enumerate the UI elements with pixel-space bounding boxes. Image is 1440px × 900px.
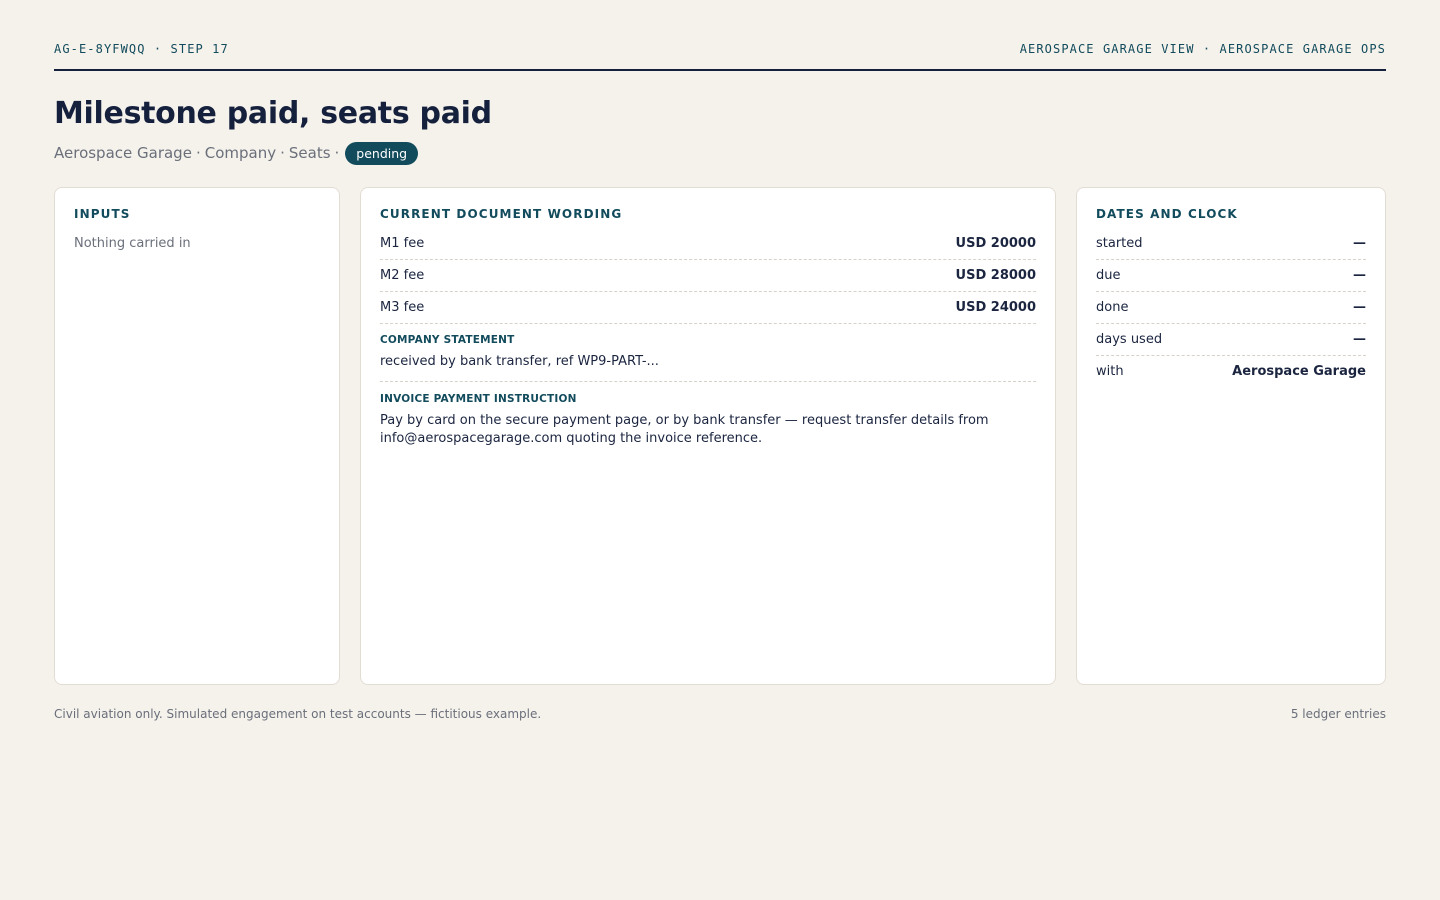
breadcrumb-org: Aerospace Garage [54, 144, 192, 162]
company-statement [380, 332, 1036, 382]
fee-label: M3 fee [380, 300, 425, 315]
date-row-due [1096, 268, 1366, 292]
company-statement-label: COMPANY STATEMENT [380, 334, 515, 346]
date-label: due [1096, 268, 1121, 283]
fee-row-m3 [380, 300, 1036, 324]
breadcrumb [54, 140, 418, 166]
document-wording-heading: CURRENT DOCUMENT WORDING [380, 207, 623, 221]
date-label: with [1096, 364, 1124, 379]
date-row-days-used [1096, 332, 1366, 356]
date-value: Aerospace Garage [1232, 364, 1366, 379]
page-title: Milestone paid, seats paid [54, 96, 492, 131]
fee-label: M1 fee [380, 236, 425, 251]
dates-panel [1076, 187, 1386, 685]
invoice-payment-instruction [380, 391, 1036, 458]
fee-label: M2 fee [380, 268, 425, 283]
company-statement-text: received by bank transfer, ref WP9-PART-... [380, 354, 659, 369]
breadcrumb-separator: · [334, 144, 340, 162]
fee-row-m1 [380, 236, 1036, 260]
fee-value: USD 24000 [955, 300, 1036, 315]
ledger-count: 5 ledger entries [1290, 707, 1386, 721]
status-badge: pending [345, 142, 418, 165]
breadcrumb-separator: · [280, 144, 285, 162]
fee-row-m2 [380, 268, 1036, 292]
date-value: — [1353, 300, 1366, 315]
inputs-panel [54, 187, 340, 685]
inputs-empty-text: Nothing carried in [74, 236, 191, 251]
footer-note: Civil aviation only. Simulated engagement on test accounts — fictitious example. [54, 707, 542, 721]
date-value: — [1353, 332, 1366, 347]
dates-heading: DATES AND CLOCK [1096, 207, 1238, 221]
date-row-with [1096, 364, 1366, 387]
breadcrumb-topic: Seats [288, 144, 331, 162]
date-value: — [1353, 268, 1366, 283]
date-label: days used [1096, 332, 1163, 347]
date-row-started [1096, 236, 1366, 260]
breadcrumb-party: Company [204, 144, 277, 162]
date-label: done [1096, 300, 1129, 315]
breadcrumb-separator: · [195, 144, 201, 162]
invoice-instruction-label: INVOICE PAYMENT INSTRUCTION [380, 393, 577, 405]
invoice-instruction-text: Pay by card on the secure payment page, or by bank transfer — request transfer details from info@aerospacegarage.com quoting the invoice reference. [380, 413, 989, 446]
document-wording-panel [360, 187, 1056, 685]
fee-value: USD 28000 [955, 268, 1036, 283]
engagement-reference: AG-E-8YFWQQ · STEP 17 [54, 42, 229, 56]
fee-value: USD 20000 [955, 236, 1036, 251]
date-label: started [1096, 236, 1143, 251]
date-value: — [1353, 236, 1366, 251]
inputs-heading: INPUTS [74, 207, 131, 221]
top-bar [54, 40, 1386, 71]
date-row-done [1096, 300, 1366, 324]
view-label: AEROSPACE GARAGE VIEW · AEROSPACE GARAGE OPS [1019, 42, 1386, 56]
footer [54, 707, 1386, 721]
